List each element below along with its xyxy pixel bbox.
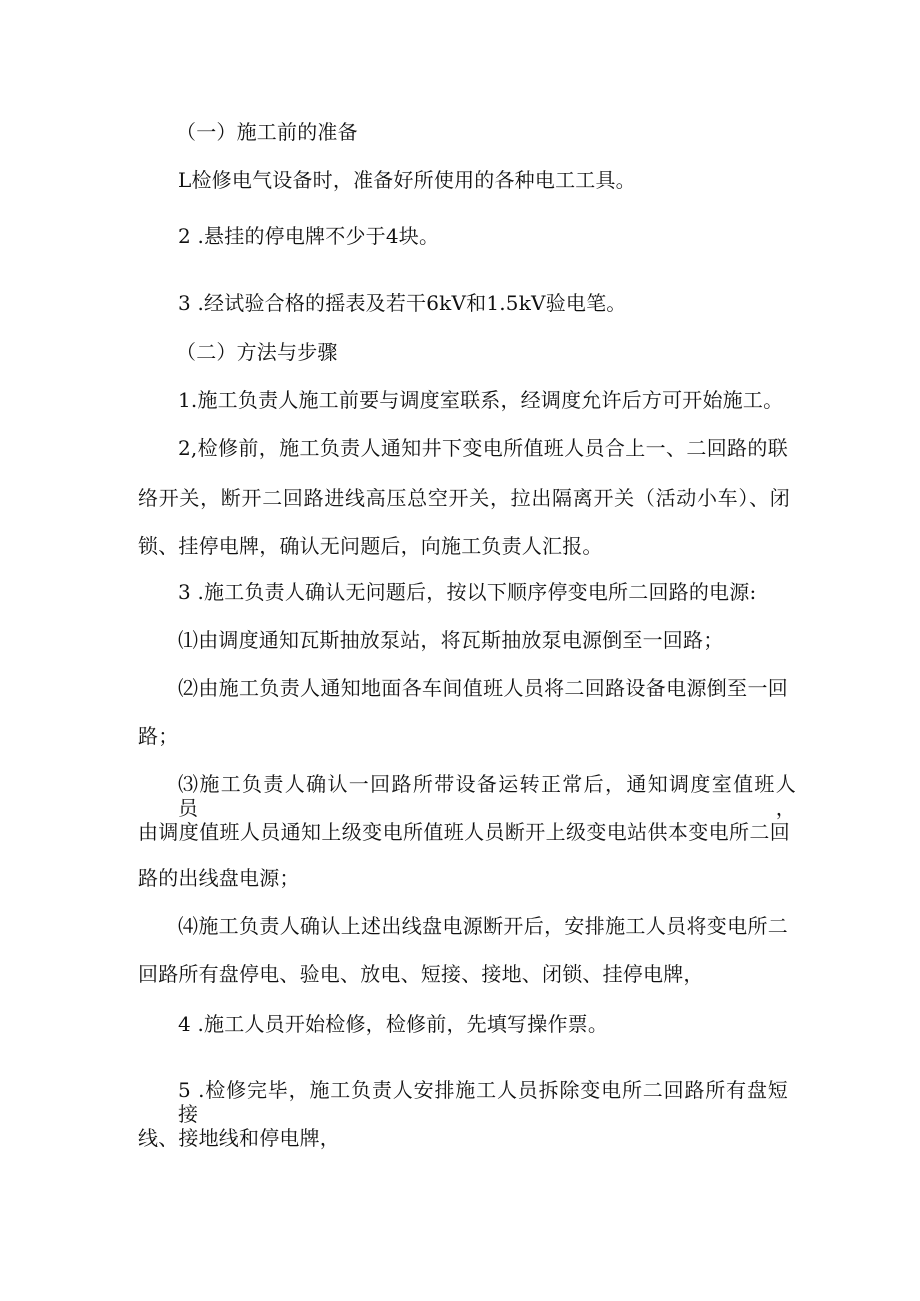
prep-item-1: L检修电气设备时，准备好所使用的各种电工工具。 — [178, 168, 636, 192]
step-2-line-1: 2,检修前，施工负责人通知井下变电所值班人员合上一、二回路的联 — [178, 436, 788, 460]
step-3-sub-2-line-1: ⑵由施工负责人通知地面各车间值班人员将二回路设备电源倒至一回 — [178, 676, 788, 700]
step-5-line-2: 线、接地线和停电牌， — [138, 1126, 340, 1150]
step-3-sub-2-line-2: 路； — [138, 724, 179, 748]
step-3-sub-3-line-3: 路的出线盘电源； — [138, 866, 300, 890]
step-3-sub-1: ⑴由调度通知瓦斯抽放泵站，将瓦斯抽放泵电源倒至一回路； — [178, 628, 724, 652]
step-3: 3 .施工负责人确认无问题后，按以下顺序停变电所二回路的电源: — [178, 580, 757, 604]
step-3-sub-3-line-1: ⑶施工负责人确认一回路所带设备运转正常后，通知调度室值班人员， — [178, 772, 796, 820]
step-5-line-1: 5 .检修完毕，施工负责人安排施工人员拆除变电所二回路所有盘短接 — [178, 1078, 788, 1126]
step-3-sub-3-line-2: 由调度值班人员通知上级变电所值班人员断开上级变电站供本变电所二回 — [138, 820, 790, 844]
step-4: 4 .施工人员开始检修，检修前，先填写操作票。 — [178, 1012, 609, 1036]
step-3-sub-4-line-1: ⑷施工负责人确认上述出线盘电源断开后，安排施工人员将变电所二 — [178, 914, 788, 938]
section-heading-methods: （二）方法与步骤 — [176, 340, 338, 364]
prep-item-3: 3 .经试验合格的摇表及若干6kV和1.5kV验电笔。 — [178, 291, 627, 315]
prep-item-2: 2 .悬挂的停电牌不少于4块。 — [178, 224, 440, 248]
step-1: 1.施工负责人施工前要与调度室联系，经调度允许后方可开始施工。 — [178, 388, 784, 412]
step-2-line-2: 络开关，断开二回路进线高压总空开关，拉出隔离开关（活动小车）、闭 — [138, 486, 790, 510]
step-3-sub-4-line-2: 回路所有盘停电、验电、放电、短接、接地、闭锁、挂停电牌， — [138, 962, 704, 986]
step-2-line-3: 锁、挂停电牌，确认无问题后，向施工负责人汇报。 — [138, 534, 603, 558]
section-heading-preparation: （一）施工前的准备 — [176, 120, 358, 144]
